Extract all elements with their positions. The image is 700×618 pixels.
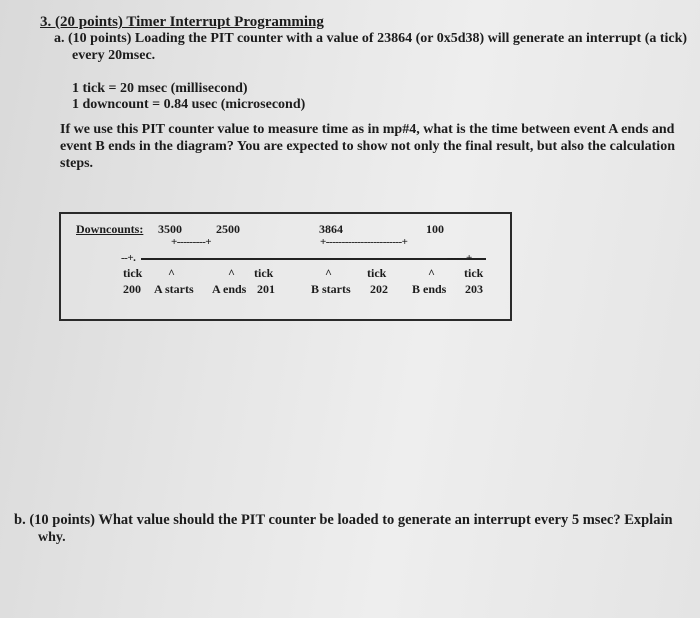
a-ends-label: A ends: [212, 282, 247, 296]
downcount-2500: 2500: [216, 222, 240, 236]
question-paragraph-line2: event B ends in the diagram? You are expected to show not only the final result, but also the calculation: [60, 139, 675, 154]
downcounts-label: Downcounts:: [76, 222, 144, 236]
b-interval-marker: +------------------------+: [320, 236, 408, 248]
timing-diagram: [59, 212, 512, 321]
timeline-right-marker: ------+: [447, 252, 472, 264]
downcount-100: 100: [426, 222, 444, 236]
tick-number-203: 203: [465, 282, 483, 296]
caret-b-ends: ^: [428, 266, 435, 280]
part-b-text: b. (10 points) What value should the PIT counter be loaded to generate an interrupt every 5 msec? Explain: [14, 512, 673, 528]
downcount-3864: 3864: [319, 222, 343, 236]
question-title: 3. (20 points) Timer Interrupt Programming: [40, 14, 324, 30]
tick-number-200: 200: [123, 282, 141, 296]
a-interval-marker: +---------+: [171, 236, 212, 248]
tick-label-3: tick: [367, 266, 387, 280]
b-starts-label: B starts: [311, 282, 351, 296]
caret-a-ends: ^: [228, 266, 235, 280]
tick-number-202: 202: [370, 282, 388, 296]
tick-label-1: tick: [123, 266, 143, 280]
caret-a-starts: ^: [168, 266, 175, 280]
part-a-text-continued: every 20msec.: [72, 48, 156, 63]
tick-label-2: tick: [254, 266, 274, 280]
timeline-left-marker: --+.: [121, 252, 136, 264]
tick-number-201: 201: [257, 282, 275, 296]
downcount-definition: 1 downcount = 0.84 usec (microsecond): [72, 97, 306, 112]
downcount-3500: 3500: [158, 222, 182, 236]
b-ends-label: B ends: [412, 282, 447, 296]
caret-b-starts: ^: [325, 266, 332, 280]
timeline-axis: [141, 258, 486, 260]
question-paragraph-line1: If we use this PIT counter value to measure time as in mp#4, what is the time between event A ends and: [60, 122, 675, 137]
a-starts-label: A starts: [154, 282, 194, 296]
tick-label-4: tick: [464, 266, 484, 280]
part-a-text: a. (10 points) Loading the PIT counter with a value of 23864 (or 0x5d38) will generate an interrupt (a tick): [54, 31, 688, 46]
part-b-text-continued: why.: [38, 530, 66, 545]
question-paragraph-line3: steps.: [60, 156, 94, 171]
tick-definition: 1 tick = 20 msec (millisecond): [72, 81, 248, 96]
